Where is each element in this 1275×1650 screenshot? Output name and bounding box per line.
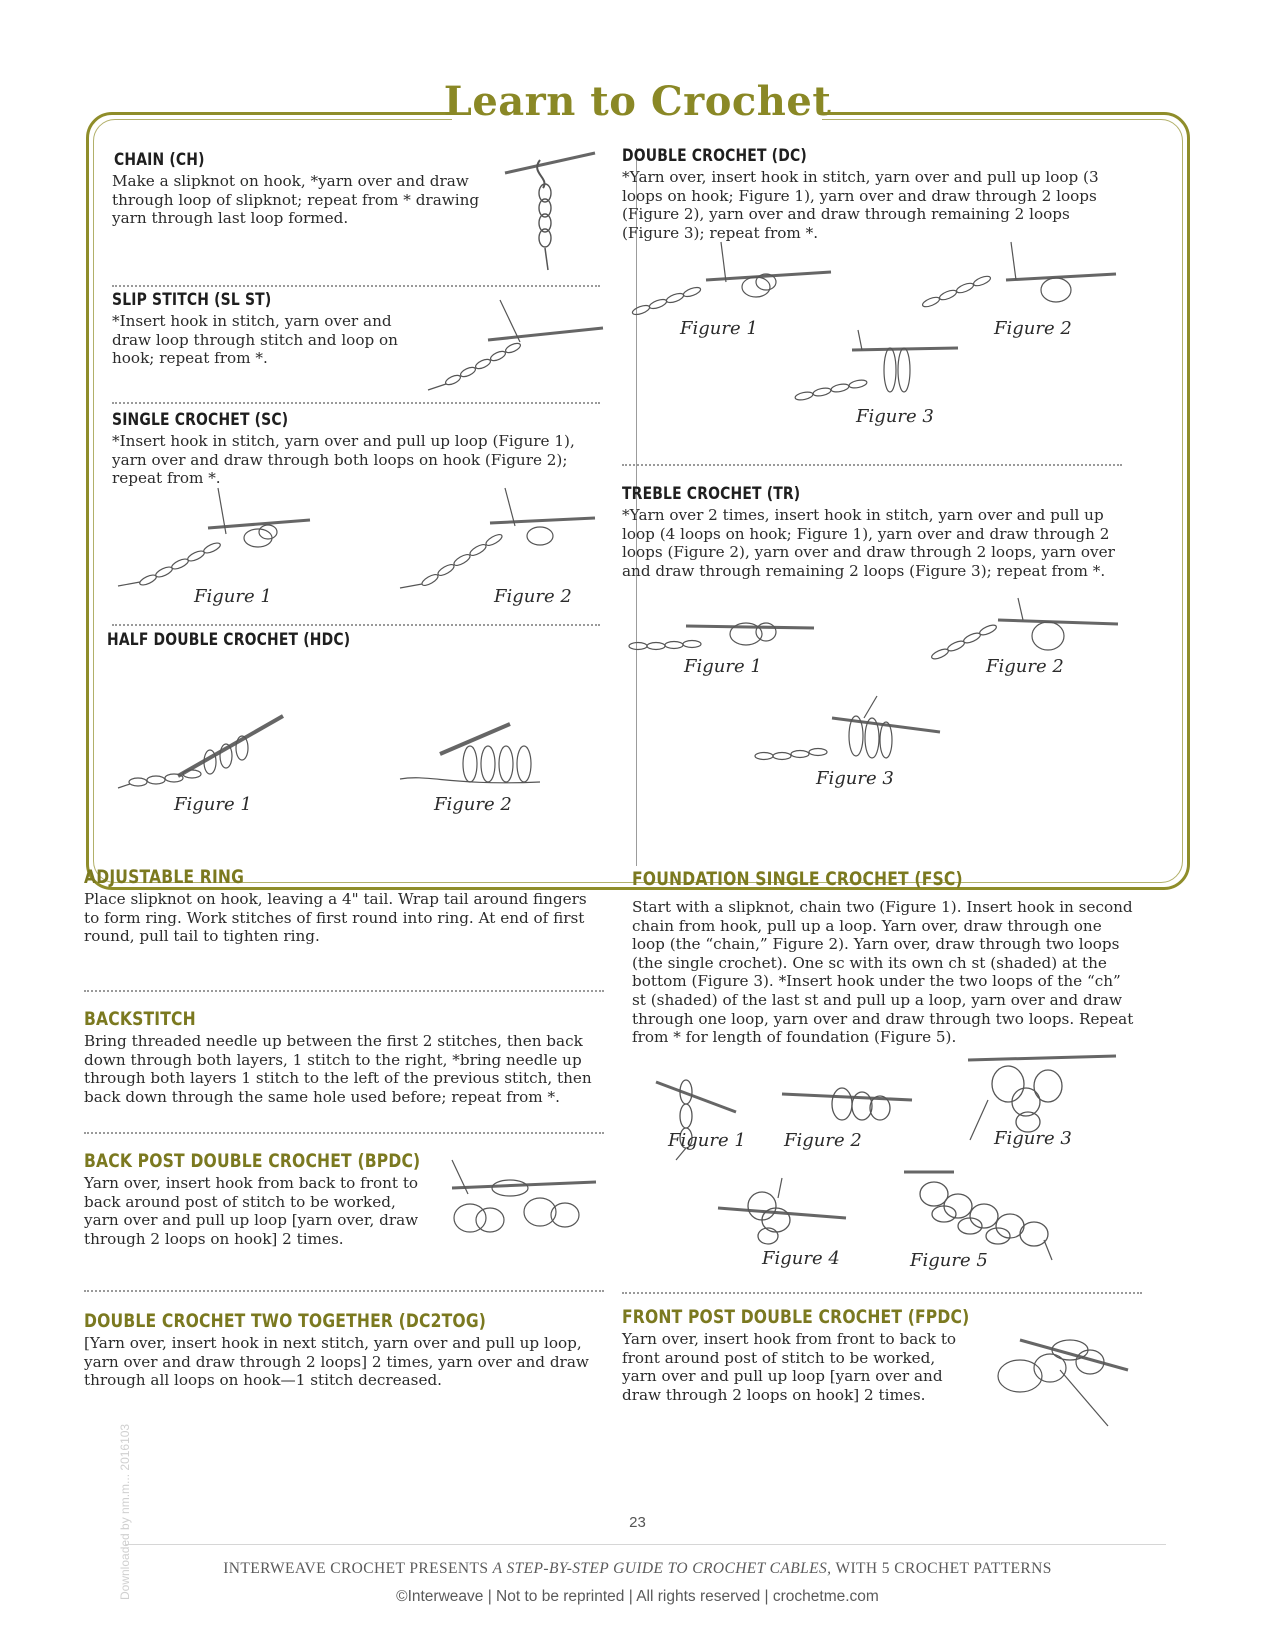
hdc-figure-2-caption: Figure 2 — [434, 794, 512, 815]
text-backstitch: Bring threaded needle up between the first 2 stitches, then back down through both layers, 1 stitch to the right, *bring needle up through both layers 1 stitch to the left of the previous stitch, then back down through the same hole used before; repeat from *. — [84, 1032, 592, 1106]
hdc-figure-1-caption: Figure 1 — [174, 794, 252, 815]
dc-figure-3-caption: Figure 3 — [856, 406, 934, 427]
chain-illustration — [495, 148, 600, 270]
text-treble-crochet: *Yarn over 2 times, insert hook in stitch, yarn over and pull up loop (4 loops on hook; Figure 1), yarn over and draw through 2 loops (Figure 2), yarn over and draw through 2 loops, yarn over and draw through remaining 2 loops (Figure 3); repeat from *. — [622, 506, 1115, 580]
rule-8 — [622, 1292, 1142, 1294]
rule-6 — [84, 1132, 604, 1134]
rights-line: ©Interweave | Not to be reprinted | All rights reserved | crochetme.com — [396, 1588, 879, 1605]
heading-fpdc: FRONT POST DOUBLE CROCHET (FPDC) — [622, 1306, 970, 1328]
tr-figure-1-caption: Figure 1 — [684, 656, 762, 677]
tr-figure-3-illustration — [752, 696, 942, 768]
tr-figure-2-illustration — [928, 598, 1118, 660]
tr-figure-3-caption: Figure 3 — [816, 768, 894, 789]
page-number: 23 — [629, 1514, 646, 1531]
text-fpdc: Yarn over, insert hook from front to back to front around post of stitch to be worked, yarn over and pull up loop [yarn over and draw through 2 loops on hook] 2 times. — [622, 1330, 957, 1404]
fsc-figure-3-caption: Figure 3 — [994, 1128, 1072, 1149]
series-title: A STEP-BY-STEP GUIDE TO CROCHET CABLES, — [492, 1560, 832, 1577]
fpdc-illustration — [990, 1310, 1130, 1428]
text-double-crochet: *Yarn over, insert hook in stitch, yarn over and pull up loop (3 loops on hook; Figure 1), yarn over and draw through 2 loops (Figure 2), yarn over and draw through remaining 2 loops (Figure 3); repeat from *. — [622, 168, 1099, 242]
heading-fsc: FOUNDATION SINGLE CROCHET (FSC) — [632, 868, 963, 890]
slip-stitch-illustration — [428, 300, 608, 398]
text-chain: Make a slipknot on hook, *yarn over and draw through loop of slipknot; repeat from * drawing yarn through last loop formed. — [112, 172, 480, 228]
dc-figure-3-illustration — [792, 330, 960, 408]
heading-treble-crochet: TREBLE CROCHET (TR) — [622, 484, 801, 504]
hdc-figure-2-illustration — [400, 724, 545, 794]
fsc-figure-4-illustration — [718, 1178, 848, 1250]
rule-7 — [84, 1290, 604, 1292]
rule-1 — [112, 285, 600, 287]
text-bpdc: Yarn over, insert hook from back to front to back around post of stitch to be worked, yarn over and pull up loop [yarn over, draw through 2 loops on hook] 2 times. — [84, 1174, 419, 1248]
heading-backstitch: BACKSTITCH — [84, 1008, 196, 1030]
bpdc-illustration — [450, 1160, 598, 1238]
text-fsc: Start with a slipknot, chain two (Figure 1). Insert hook in second chain from hook, pull up a loop. Yarn over, draw through one loop (the “chain,” Figure 2). Yarn over, draw through two loops (the single crochet). One sc with its own ch st (shaded) at the bottom (Figure 3). *Insert hook under the two loops of the “ch” st (shaded) of the last st and pull up a loop, yarn over and draw through one loop, yarn over and draw through two loops. Repeat from * for length of foundation (Figure 5). — [632, 898, 1134, 1047]
page-title: Learn to Crochet — [443, 78, 832, 125]
single-crochet-figure-1-illustration — [118, 488, 318, 596]
series-credit — [0, 1560, 1275, 1578]
dc-figure-1-illustration — [626, 242, 831, 320]
heading-double-crochet: DOUBLE CROCHET (DC) — [622, 146, 807, 166]
single-crochet-figure-2-illustration — [400, 488, 600, 596]
fsc-figure-2-caption: Figure 2 — [784, 1130, 862, 1151]
rule-4 — [622, 464, 1122, 466]
heading-slip-stitch: SLIP STITCH (SL ST) — [112, 290, 272, 310]
dc-figure-2-illustration — [916, 242, 1116, 314]
single-crochet-figure-2-caption: Figure 2 — [494, 586, 572, 607]
series-suffix: WITH 5 CROCHET PATTERNS — [831, 1560, 1052, 1577]
text-dc2tog: [Yarn over, insert hook in next stitch, yarn over and pull up loop, yarn over and draw through 2 loops] 2 times, yarn over and draw through all loops on hook—1 stitch decreased. — [84, 1334, 589, 1390]
dc-figure-1-caption: Figure 1 — [680, 318, 758, 339]
text-single-crochet: *Insert hook in stitch, yarn over and pull up loop (Figure 1), yarn over and draw through both loops on hook (Figure 2); repeat from *. — [112, 432, 575, 488]
fsc-figure-5-illustration — [904, 1160, 1072, 1260]
tr-figure-2-caption: Figure 2 — [986, 656, 1064, 677]
heading-bpdc: BACK POST DOUBLE CROCHET (BPDC) — [84, 1150, 421, 1172]
rule-3 — [112, 624, 600, 626]
hdc-figure-1-illustration — [118, 716, 288, 794]
fsc-figure-2-illustration — [782, 1082, 912, 1132]
heading-half-double-crochet: HALF DOUBLE CROCHET (HDC) — [107, 630, 351, 650]
rule-2 — [112, 402, 600, 404]
text-adjustable-ring: Place slipknot on hook, leaving a 4" tail. Wrap tail around fingers to form ring. Work stitches of first round into ring. At end of first round, pull tail to tighten ring. — [84, 890, 587, 946]
heading-dc2tog: DOUBLE CROCHET TWO TOGETHER (DC2TOG) — [84, 1310, 487, 1332]
series-prefix: INTERWEAVE CROCHET PRESENTS — [223, 1560, 493, 1577]
heading-adjustable-ring: ADJUSTABLE RING — [84, 866, 245, 888]
footer-rule — [126, 1544, 1166, 1545]
rule-5 — [84, 990, 604, 992]
fsc-figure-4-caption: Figure 4 — [762, 1248, 840, 1269]
download-watermark: Downloaded by nm.m... 2016103 — [118, 1423, 132, 1600]
text-slip-stitch: *Insert hook in stitch, yarn over and draw loop through stitch and loop on hook; repeat from *. — [112, 312, 398, 368]
single-crochet-figure-1-caption: Figure 1 — [194, 586, 272, 607]
fsc-figure-5-caption: Figure 5 — [910, 1250, 988, 1271]
heading-chain: CHAIN (CH) — [114, 150, 205, 170]
heading-single-crochet: SINGLE CROCHET (SC) — [112, 410, 289, 430]
dc-figure-2-caption: Figure 2 — [994, 318, 1072, 339]
tr-figure-1-illustration — [626, 606, 816, 658]
fsc-figure-1-caption: Figure 1 — [668, 1130, 746, 1151]
